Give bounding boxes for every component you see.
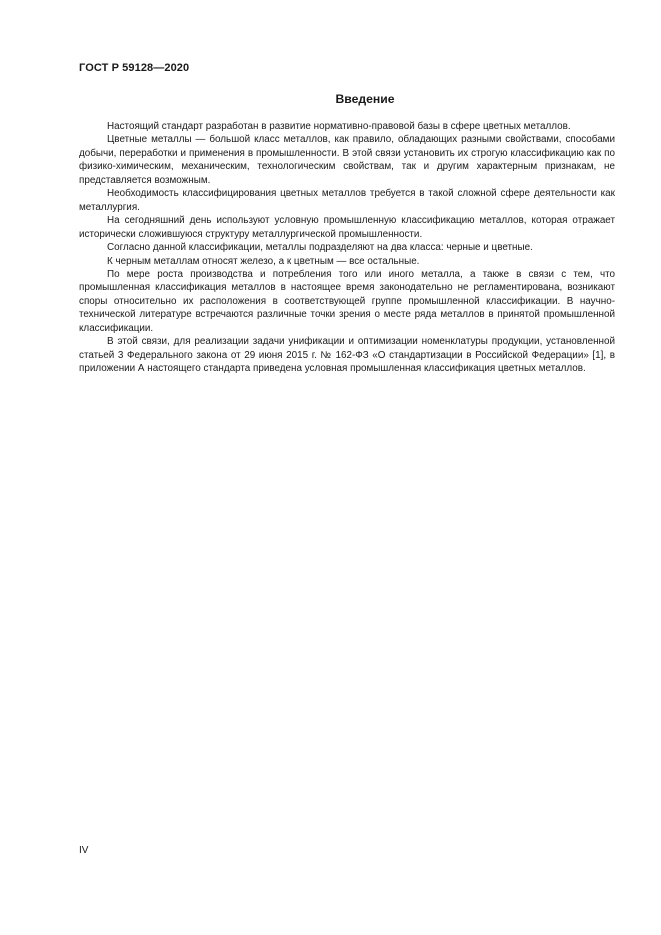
paragraph: По мере роста производства и потребления того или иного металла, а также в связи с тем, что промышленная классификация металлов в настоящее время законодательно не регламентирована, возникают споры относительно их расположения в соответствующей группе промышленной классификации. В научно-технической литературе встречаются различные точки зрения о месте ряда металлов в принятой промышленной классификации. [79, 268, 615, 334]
paragraph: Настоящий стандарт разработан в развитие нормативно-правовой базы в сфере цветных металлов. [107, 121, 571, 132]
section-title: Введение [335, 92, 395, 106]
paragraph: Цветные металлы — большой класс металлов, как правило, обладающих разными свойствами, способами добычи, переработки и применения в промышленности. В этой связи установить их строгую классификацию как по физико-химическим, механическим, технологическим свойствам, так и другим характерным признакам, не представляется возможным. [79, 134, 615, 186]
paragraph: Необходимость классифицирования цветных металлов требуется в такой сложной сфере деятельности как металлургия. [79, 188, 615, 213]
introduction-body [79, 120, 615, 376]
paragraph: К черным металлам относят железо, а к цветным — все остальные. [107, 255, 420, 267]
paragraph: Согласно данной классификации, металлы подразделяют на два класса: черные и цветные. [107, 242, 533, 254]
page-number: IV [79, 845, 89, 856]
standard-code: ГОСТ Р 59128—2020 [79, 62, 190, 74]
paragraph: На сегодняшний день используют условную промышленную классификацию металлов, которая отражает исторически сложившуюся структуру металлургической промышленности. [79, 215, 615, 240]
paragraph: В этой связи, для реализации задачи унификации и оптимизации номенклатуры продукции, установленной статьей 3 Федерального закона от 29 июня 2015 г. № 162-ФЗ «О стандартизации в Российской Федерации» [1], в приложении А настоящего стандарта приведена условная промышленная классификация цветных металлов. [79, 336, 615, 375]
